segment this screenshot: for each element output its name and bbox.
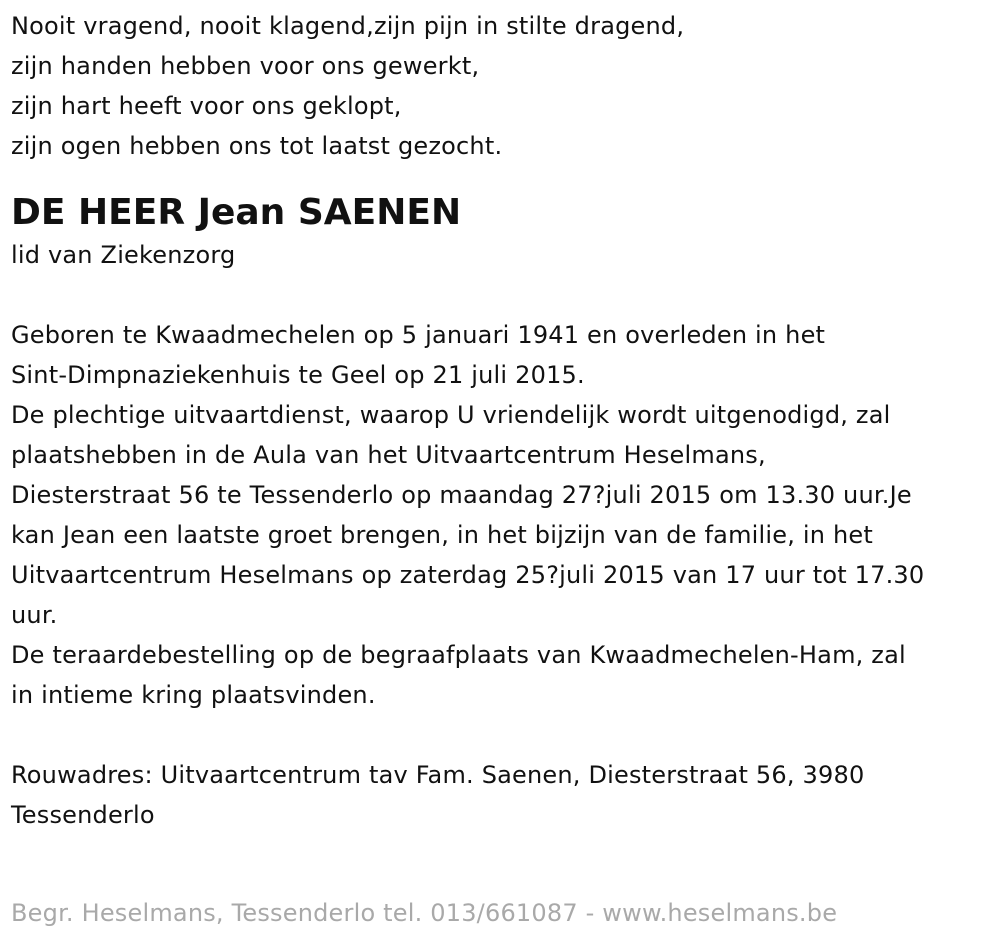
body-line: uur. [11, 601, 58, 629]
footer [11, 893, 837, 933]
body-line: Geboren te Kwaadmechelen op 5 januari 1941 en overleden in het [11, 321, 826, 349]
body-line: Diesterstraat 56 te Tessenderlo op maandag 27?juli 2015 om 13.30 uur.Je [11, 481, 912, 509]
poem [11, 6, 991, 166]
spacer [11, 715, 991, 755]
spacer [11, 275, 991, 315]
poem-line: Nooit vragend, nooit klagend,zijn pijn in stilte dragend, [11, 12, 685, 40]
announcement-body [11, 315, 991, 715]
body-line: Sint-Dimpnaziekenhuis te Geel op 21 juli 2015. [11, 361, 585, 389]
address-line: Rouwadres: Uitvaartcentrum tav Fam. Saenen, Diesterstraat 56, 3980 [11, 761, 865, 789]
poem-line: zijn ogen hebben ons tot laatst gezocht. [11, 132, 503, 160]
body-line: plaatshebben in de Aula van het Uitvaartcentrum Heselmans, [11, 441, 766, 469]
address-line: Tessenderlo [11, 801, 155, 829]
condolence-address [11, 755, 991, 835]
body-line: De teraardebestelling op de begraafplaats van Kwaadmechelen-Ham, zal [11, 641, 906, 669]
body-line: De plechtige uitvaartdienst, waarop U vriendelijk wordt uitgenodigd, zal [11, 401, 891, 429]
obituary-notice [11, 6, 991, 835]
body-line: in intieme kring plaatsvinden. [11, 681, 376, 709]
funeral-home-contact: Begr. Heselmans, Tessenderlo tel. 013/661087 - www.heselmans.be [11, 899, 838, 927]
poem-line: zijn hart heeft voor ons geklopt, [11, 92, 402, 120]
body-line: kan Jean een laatste groet brengen, in het bijzijn van de familie, in het [11, 521, 873, 549]
deceased-name: DE HEER Jean SAENEN [11, 192, 462, 233]
deceased-affiliation: lid van Ziekenzorg [11, 241, 236, 269]
body-line: Uitvaartcentrum Heselmans op zaterdag 25?juli 2015 van 17 uur tot 17.30 [11, 561, 925, 589]
poem-line: zijn handen hebben voor ons gewerkt, [11, 52, 480, 80]
